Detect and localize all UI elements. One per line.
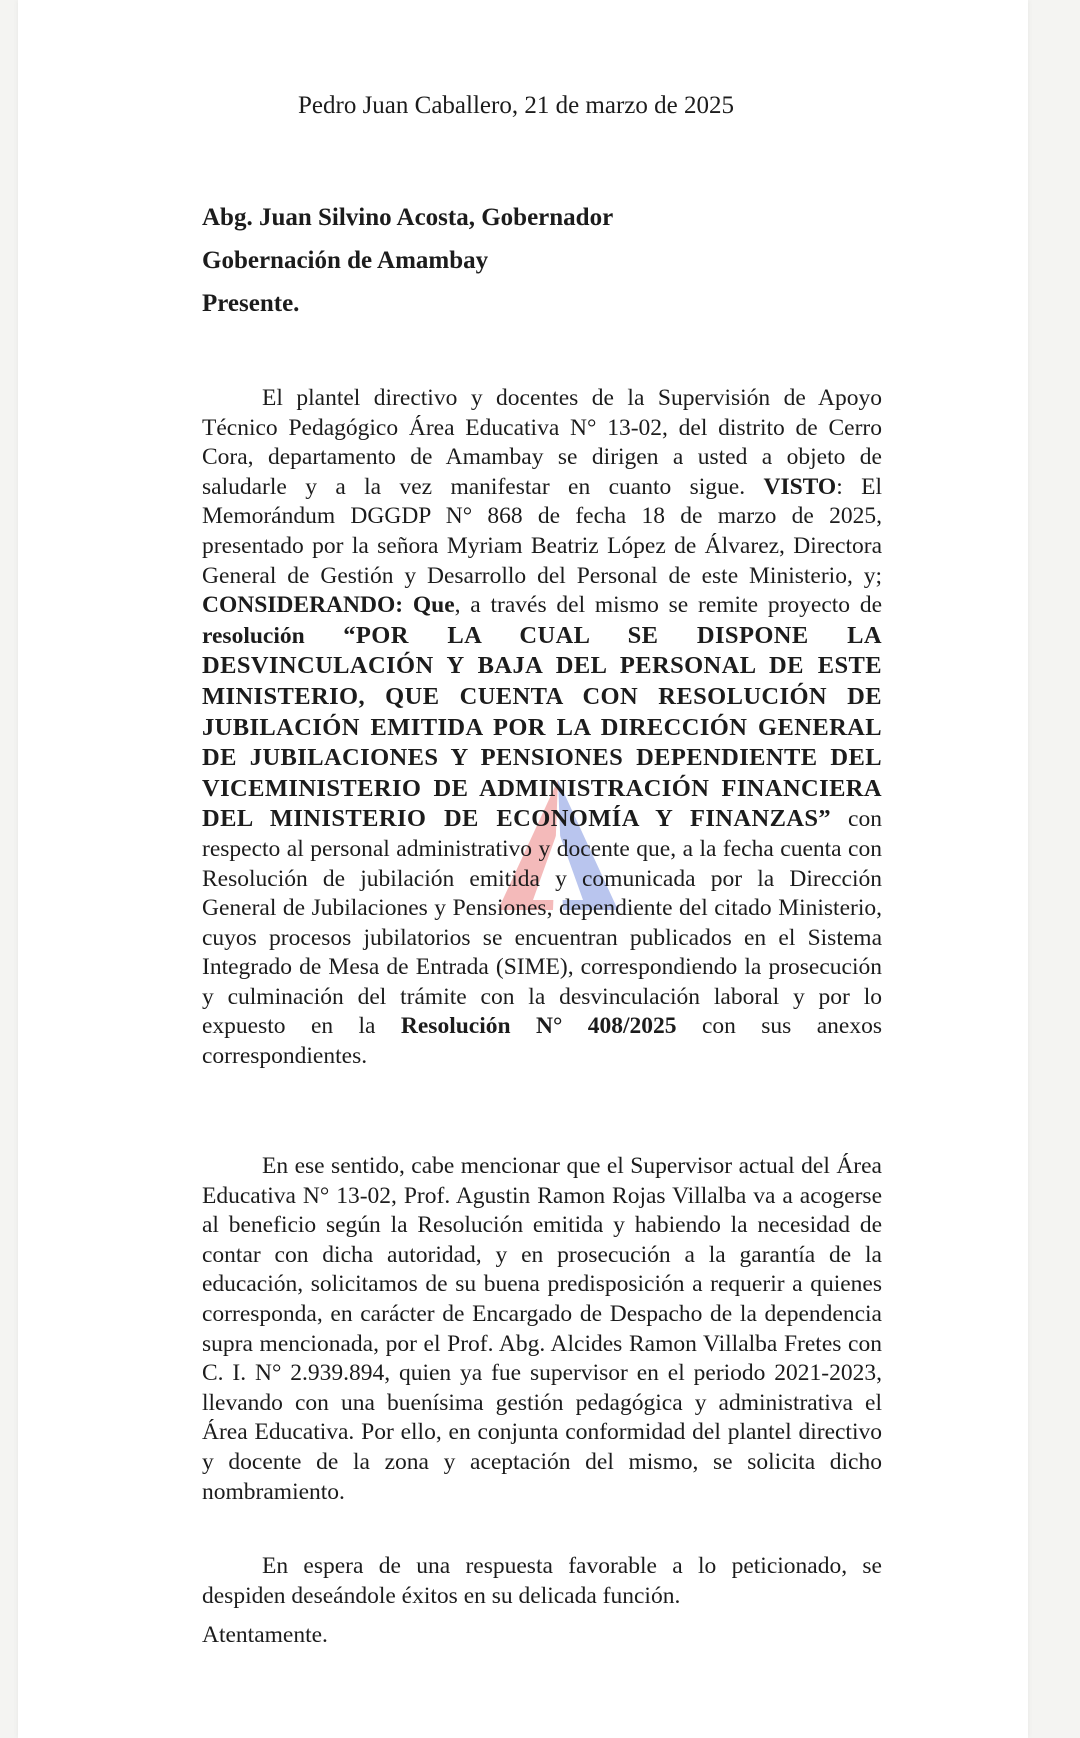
addressee-present: Presente. xyxy=(202,290,300,317)
paragraph-2 xyxy=(202,1152,882,1507)
considerando-text: , a través del mismo se remite proyecto de xyxy=(454,592,882,619)
considerando-label: CONSIDERANDO: Que xyxy=(202,592,455,619)
paragraph-2-text: En ese sentido, cabe mencionar que el Supervisor actual del Área Educativa N° 13-02, Prof. Agustin Ramon Rojas Villalba va a acogerse al beneficio según la Resolución emitida y habiendo la necesidad de contar con dicha autoridad, y en prosecución a la garantía de la educación, solicitamos de su buena predisposición a requerir a quienes corresponda, en carácter de Encargado de Despacho de la dependencia supra mencionada, por el Prof. Abg. Alcides Ramon Villalba Fretes con C. I. N° 2.939.894, quien ya fue supervisor en el periodo 2021-2023, llevando con una buenísima gestión pedagógica y administrativa el Área Educativa. Por ello, en conjunta conformidad del plantel directivo y docente de la zona y aceptación del mismo, se solicita dicho nombramiento. xyxy=(202,1153,882,1505)
paragraph-1 xyxy=(202,384,882,1072)
addressee-name: Abg. Juan Silvino Acosta, Gobernador xyxy=(202,204,614,231)
visto-text: : El Memorándum DGGDP N° 868 de fecha 18 de marzo de 2025, presentado por la señora Myriam Beatriz López de Álvarez, Directora General de Gestión y Desarrollo del Personal de este Ministerio, y; xyxy=(202,473,882,589)
addressee-organization: Gobernación de Amambay xyxy=(202,247,489,274)
resolution-title: “POR LA CUAL SE DISPONE LA DESVINCULACIÓN Y BAJA DEL PERSONAL DE ESTE MINISTERIO, QUE CUENTA CON RESOLUCIÓN DE JUBILACIÓN EMITIDA POR LA DIRECCIÓN GENERAL DE JUBILACIONES Y PENSIONES DEPENDIENTE DEL VICEMINISTERIO DE ADMINISTRACIÓN FINANCIERA DEL MINISTERIO DE ECONOMÍA Y FINANZAS” xyxy=(202,621,882,833)
paragraph-3-text: En espera de una respuesta favorable a lo peticionado, se despiden deseándole éxitos en su delicada función. xyxy=(202,1553,882,1609)
date-line: Pedro Juan Caballero, 21 de marzo de 2025 xyxy=(298,92,734,119)
paragraph-3 xyxy=(202,1552,882,1611)
closing-text: Atentamente. xyxy=(202,1622,328,1648)
resolucion-label: resolución xyxy=(202,622,305,649)
paragraph-1-ending: con sus anexos correspondientes. xyxy=(202,1013,882,1070)
visto-label: VISTO xyxy=(763,473,837,500)
after-title-text: con respecto al personal administrativo y docente que, a la fecha cuenta con Resolución de jubilación emitida y comunicada por la Dirección General de Jubilaciones y Pensiones, dependiente del citado Ministerio, cuyos procesos jubilatorios se encuentran publicados en el Sistema Integrado de Mesa de Entrada (SIME), correspondiendo la prosecución y culminación del trámite con la desvinculación laboral y por lo expuesto en la xyxy=(202,806,882,1040)
resolution-reference: Resolución N° 408/2025 xyxy=(400,1013,677,1040)
paragraph-1-intro: El plantel directivo y docentes de la Supervisión de Apoyo Técnico Pedagógico Área Educativa N° 13-02, del distrito de Cerro Cora, departamento de Amambay se dirigen a usted a objeto de saludarle y a la vez manifestar en cuanto sigue. xyxy=(202,385,882,500)
